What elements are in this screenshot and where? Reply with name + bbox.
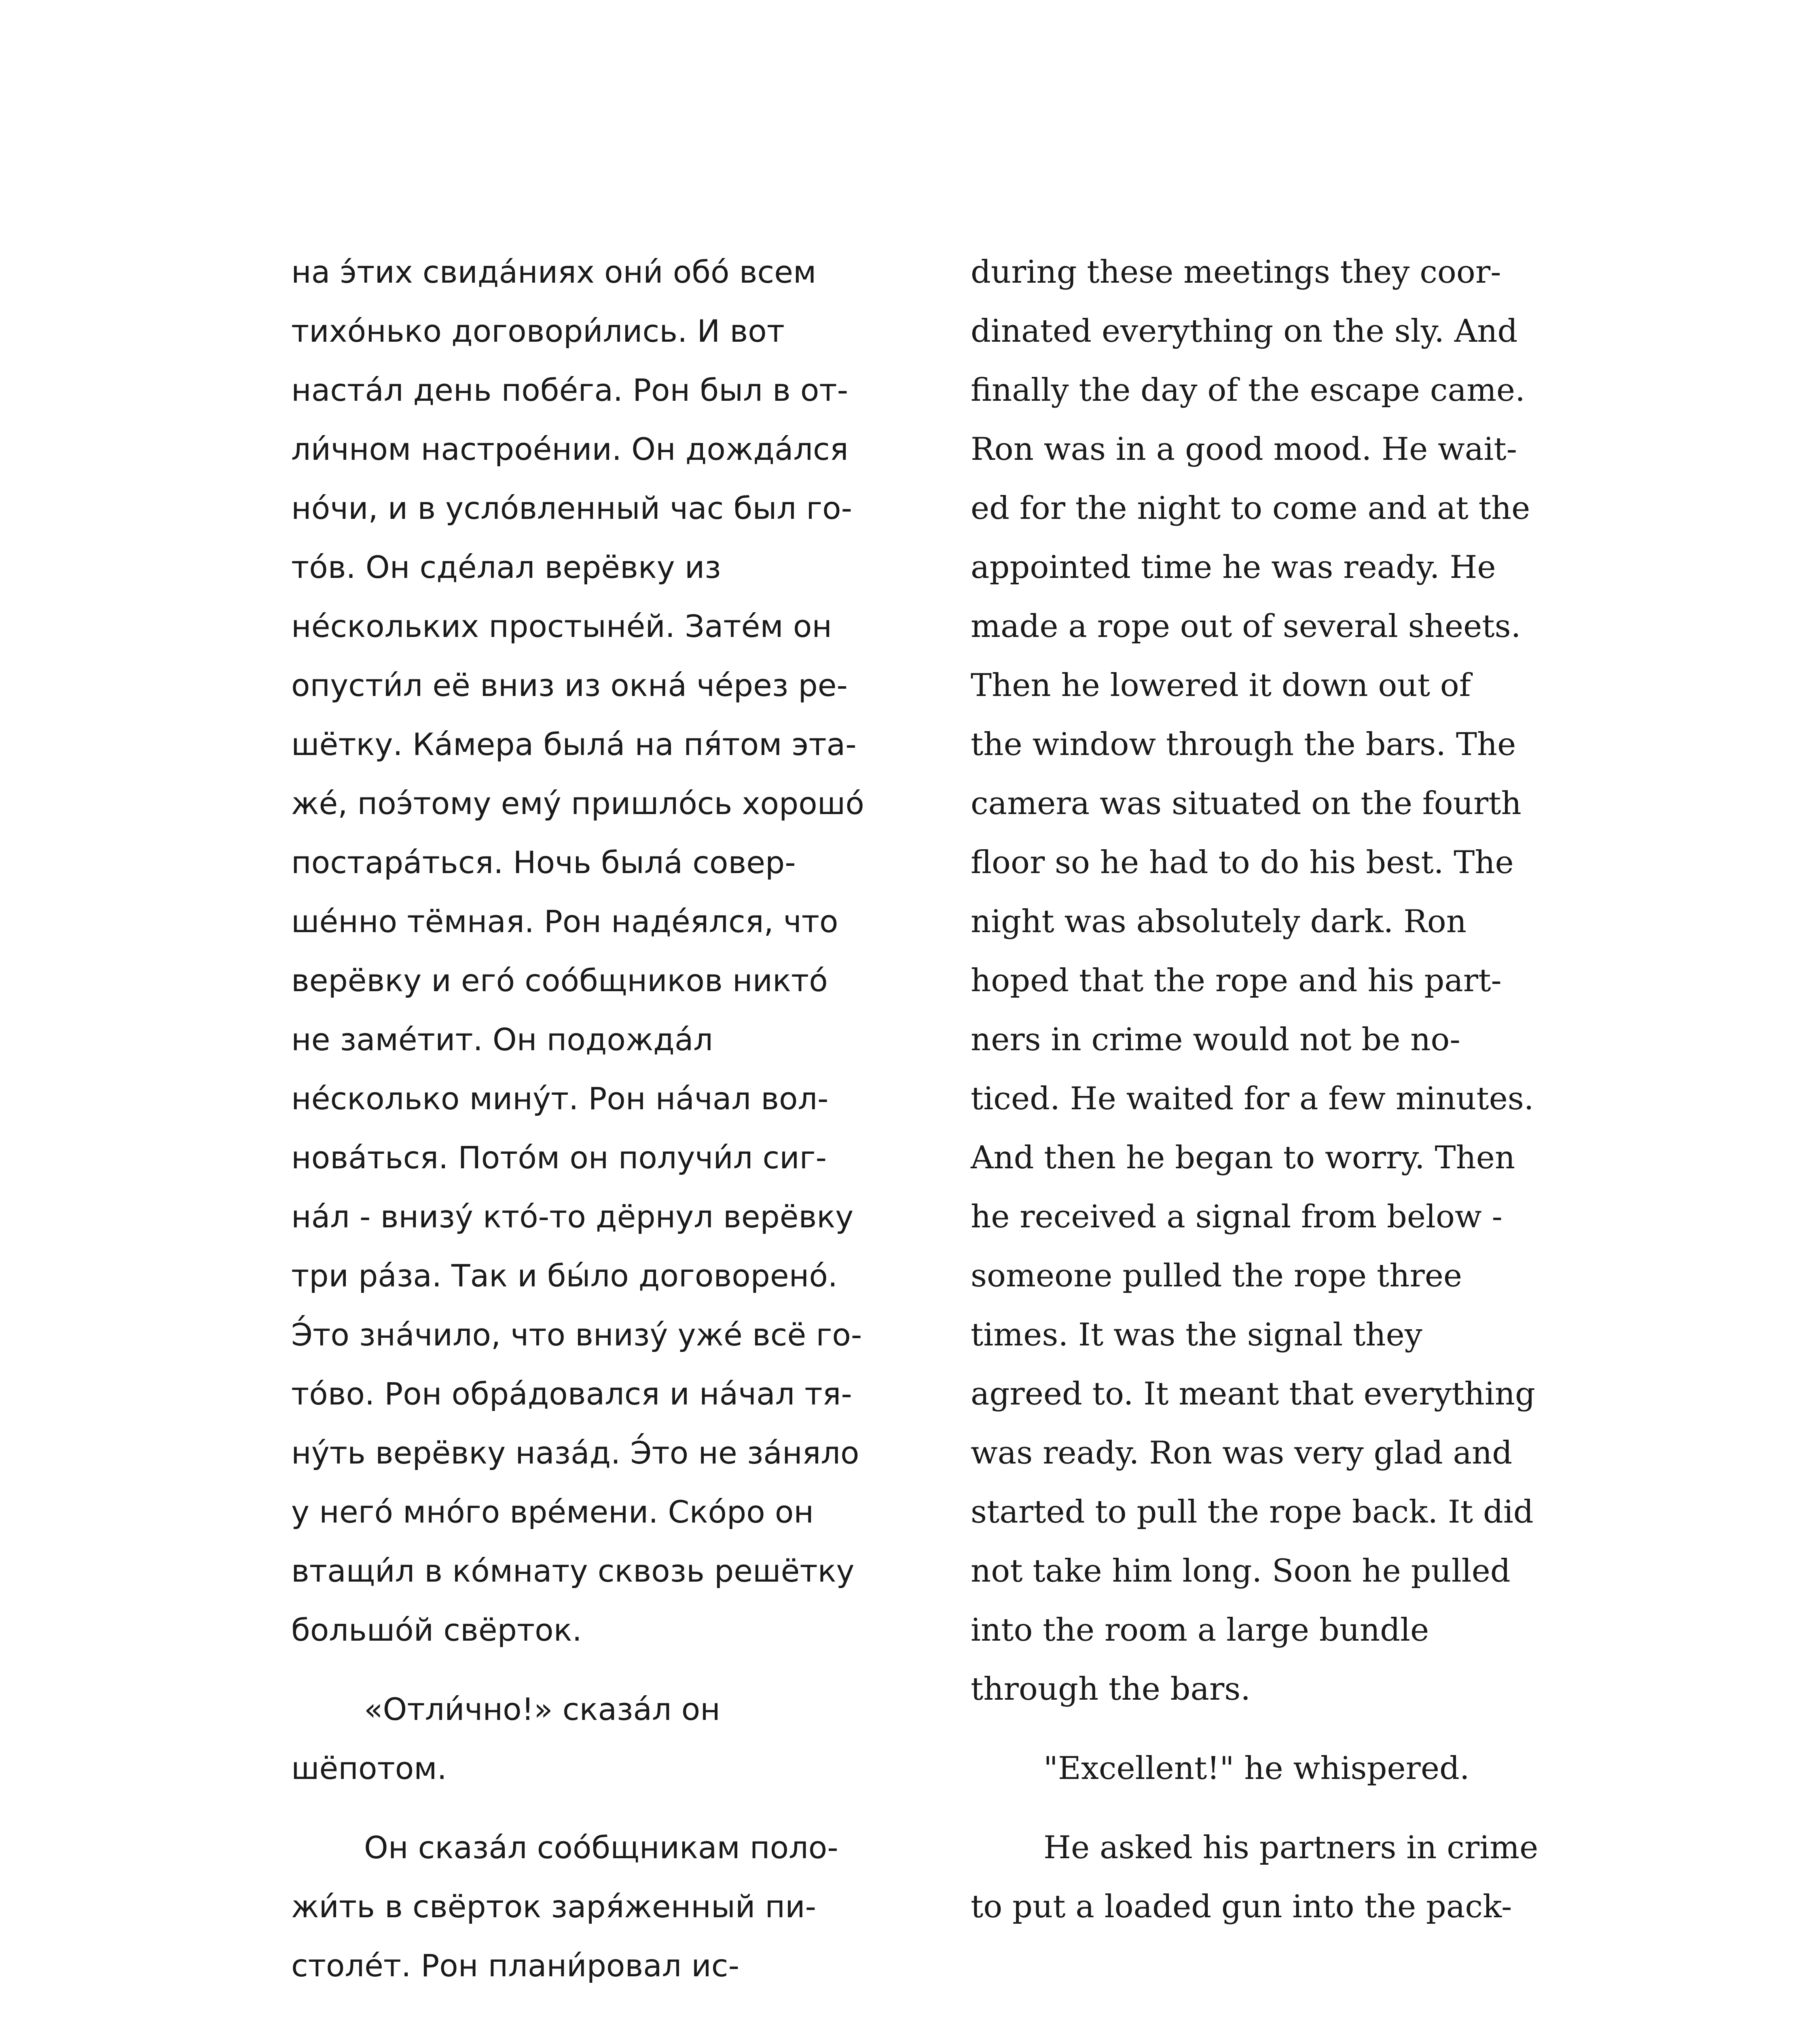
text-line: Э́то зна́чило, что внизу́ уже́ всё го-	[291, 1317, 862, 1353]
text-line: не заме́тит. Он подожда́л	[291, 1022, 713, 1058]
text-line: тихо́нько договори́лись. И вот	[291, 313, 785, 349]
text-line: то́в. Он сде́лал верёвку из	[291, 549, 721, 585]
text-line: was ready. Ron was very glad and	[971, 1435, 1513, 1471]
text-line: times. It was the signal they	[971, 1317, 1422, 1353]
text-line: на э́тих свида́ниях они́ обо́ всем	[291, 254, 817, 290]
text-line: Он сказа́л соо́бщникам поло-	[364, 1830, 838, 1865]
text-line: то́во. Рон обра́довался и на́чал тя-	[291, 1376, 852, 1412]
russian-paragraph-1	[291, 243, 930, 1660]
english-paragraph-3	[971, 1818, 1577, 1936]
text-line: started to pull the rope back. It did	[971, 1494, 1534, 1530]
text-line: finally the day of the escape came.	[971, 372, 1525, 408]
text-line: And then he began to worry. Then	[971, 1140, 1515, 1176]
text-line: camera was situated on the fourth	[971, 785, 1522, 822]
text-line: нова́ться. Пото́м он получи́л сиг-	[291, 1140, 827, 1176]
text-line: опусти́л её вниз из окна́ че́рез ре-	[291, 667, 848, 703]
text-line: ed for the night to come and at the	[971, 490, 1530, 527]
text-line: the window through the bars. The	[971, 726, 1516, 763]
text-line: dinated everything on the sly. And	[971, 313, 1518, 349]
text-line: Then he lowered it down out of	[971, 667, 1471, 704]
text-line: night was absolutely dark. Ron	[971, 903, 1467, 940]
text-line: agreed to. It meant that everything	[971, 1376, 1535, 1412]
text-line: но́чи, и в усло́вленный час был го-	[291, 490, 853, 526]
text-line: to put a loaded gun into the pack-	[971, 1889, 1512, 1925]
text-line: floor so he had to do his best. The	[971, 844, 1514, 881]
text-line: during these meetings they coor-	[971, 254, 1501, 290]
text-line: through the bars.	[971, 1671, 1251, 1707]
text-line: "Excellent!" he whispered.	[1043, 1750, 1470, 1787]
text-line: someone pulled the rope three	[971, 1258, 1462, 1294]
english-paragraph-1	[971, 243, 1577, 1719]
text-line: hoped that the rope and his part-	[971, 962, 1502, 999]
russian-paragraph-3	[291, 1818, 930, 1995]
russian-text-column	[291, 243, 930, 1995]
text-line: Ron was in a good mood. He wait-	[971, 431, 1517, 467]
text-line: столе́т. Рон плани́ровал ис-	[291, 1948, 740, 1984]
russian-paragraph-2	[291, 1680, 930, 1798]
text-line: шётку. Ка́мера была́ на пя́том эта-	[291, 726, 857, 762]
text-line: ners in crime would not be no-	[971, 1022, 1460, 1058]
text-line: три ра́за. Так и бы́ло договорено́.	[291, 1258, 838, 1294]
text-line: ticed. He waited for a few minutes.	[971, 1081, 1534, 1117]
text-line: у него́ мно́го вре́мени. Ско́ро он	[291, 1494, 814, 1530]
text-line: верёвку и его́ соо́бщников никто́	[291, 962, 828, 998]
text-line: not take him long. Soon he pulled	[971, 1553, 1511, 1589]
text-line: made a rope out of several sheets.	[971, 608, 1521, 645]
text-line: на́л - внизу́ кто́-то дёрнул верёвку	[291, 1199, 854, 1235]
text-line: жи́ть в свёрток заря́женный пи-	[291, 1889, 817, 1925]
text-line: ли́чном настрое́нии. Он дожда́лся	[291, 431, 849, 467]
text-line: appointed time he was ready. He	[971, 549, 1496, 586]
text-line: большо́й свёрток.	[291, 1612, 582, 1648]
text-line: втащи́л в ко́мнату сквозь решётку	[291, 1553, 855, 1589]
text-line: «Отли́чно!» сказа́л он	[364, 1691, 720, 1727]
text-line: наста́л день побе́га. Рон был в от-	[291, 372, 849, 408]
text-line: шёпотом.	[291, 1750, 447, 1786]
text-line: he received a signal from below -	[971, 1199, 1503, 1235]
english-text-column	[971, 243, 1577, 1936]
text-line: же́, поэ́тому ему́ пришло́сь хорошо́	[291, 785, 864, 821]
text-line: не́сколько мину́т. Рон на́чал вол-	[291, 1081, 829, 1117]
text-line: ше́нно тёмная. Рон наде́ялся, что	[291, 903, 838, 939]
text-line: into the room a large bundle	[971, 1612, 1429, 1648]
english-paragraph-2	[971, 1739, 1577, 1798]
text-line: не́скольких простыне́й. Зате́м он	[291, 608, 832, 644]
text-line: постара́ться. Ночь была́ совер-	[291, 844, 796, 880]
text-line: He asked his partners in crime	[1043, 1830, 1539, 1866]
text-line: ну́ть верёвку наза́д. Э́то не за́няло	[291, 1435, 859, 1471]
